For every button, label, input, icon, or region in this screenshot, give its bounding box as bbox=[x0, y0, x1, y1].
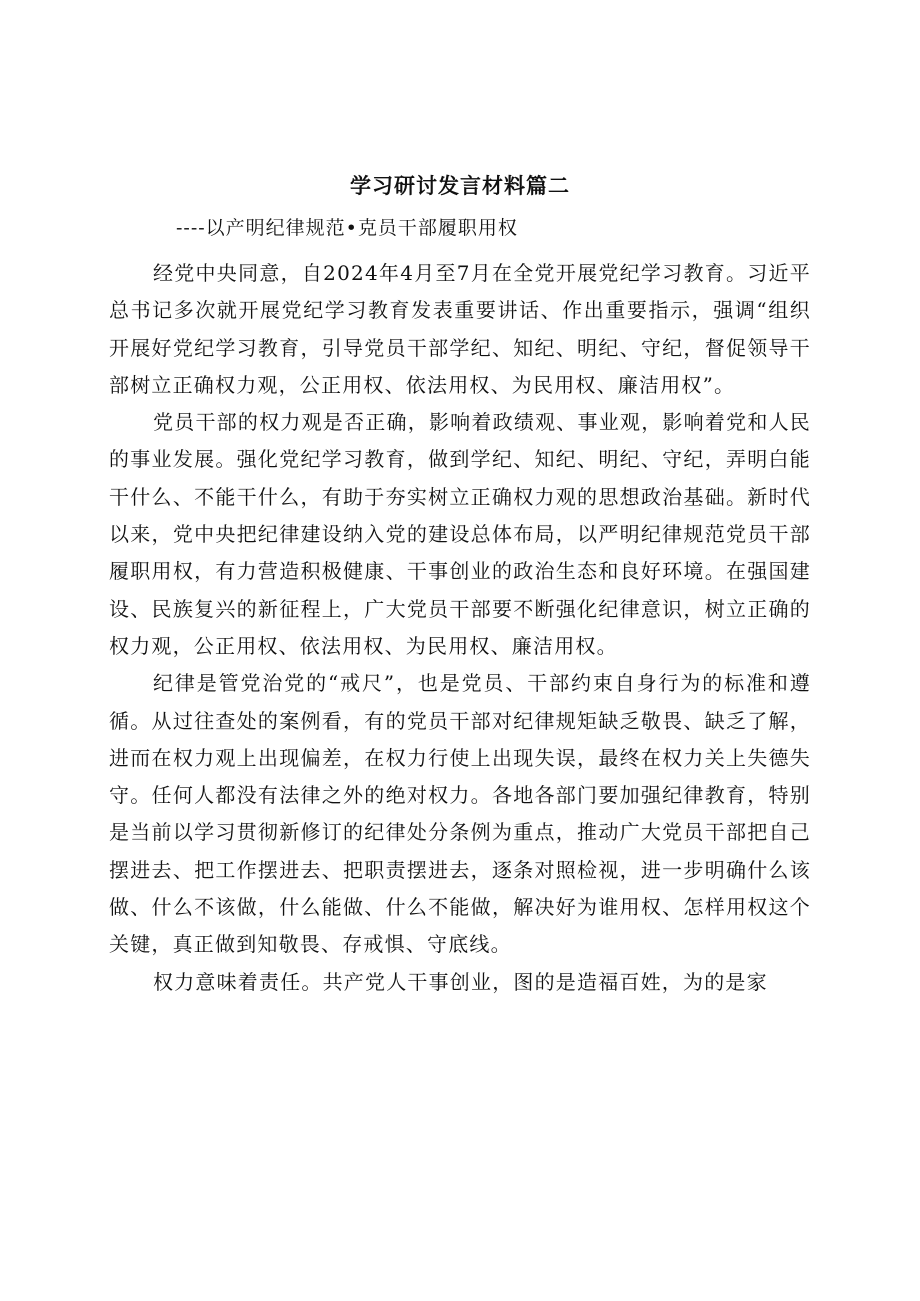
document-body bbox=[109, 255, 811, 1001]
paragraph-3: 纪律是管党治党的“戒尺”，也是党员、干部约束自身行为的标准和遵循。从过往查处的案例看，有的党员干部对纪律规矩缺乏敬畏、缺乏了解，进而在权力观上出现偏差，在权力行使上出现失误，最终在权力关上失德失守。任何人都没有法律之外的绝对权力。各地各部门要加强纪律教育，特别是当前以学习贯彻新修订的纪律处分条例为重点，推动广大党员干部把自己摆进去、把工作摆进去、把职责摆进去，逐条对照检视，进一步明确什么该做、什么不该做，什么能做、什么不能做，解决好为谁用权、怎样用权这个关键，真正做到知敬畏、存戒惧、守底线。 bbox=[109, 671, 811, 957]
paragraph-4: 权力意味着责任。共产党人干事创业，图的是造福百姓，为的是家 bbox=[153, 969, 768, 994]
paragraph-1: 经党中央同意，自2024年4月至7月在全党开展党纪学习教育。习近平总书记多次就开展党纪学习教育发表重要讲话、作出重要指示，强调“组织开展好党纪学习教育，引导党员干部学纪、知纪、明纪、守纪，督促领导干部树立正确权力观，公正用权、依法用权、为民用权、廉洁用权”。 bbox=[109, 261, 811, 397]
document-title: 学习研讨发言材料篇二 bbox=[350, 173, 570, 198]
document-subtitle: ----以产明纪律规范•克员干部履职用权 bbox=[176, 217, 518, 239]
paragraph-2: 党员干部的权力观是否正确，影响着政绩观、事业观，影响着党和人民的事业发展。强化党纪学习教育，做到学纪、知纪、明纪、守纪，弄明白能干什么、不能干什么，有助于夯实树立正确权力观的思想政治基础。新时代以来，党中央把纪律建设纳入党的建设总体布局，以严明纪律规范党员干部履职用权，有力营造积极健康、干事创业的政治生态和良好环境。在强国建设、民族复兴的新征程上，广大党员干部要不断强化纪律意识，树立正确的权力观，公正用权、依法用权、为民用权、廉洁用权。 bbox=[109, 410, 811, 658]
